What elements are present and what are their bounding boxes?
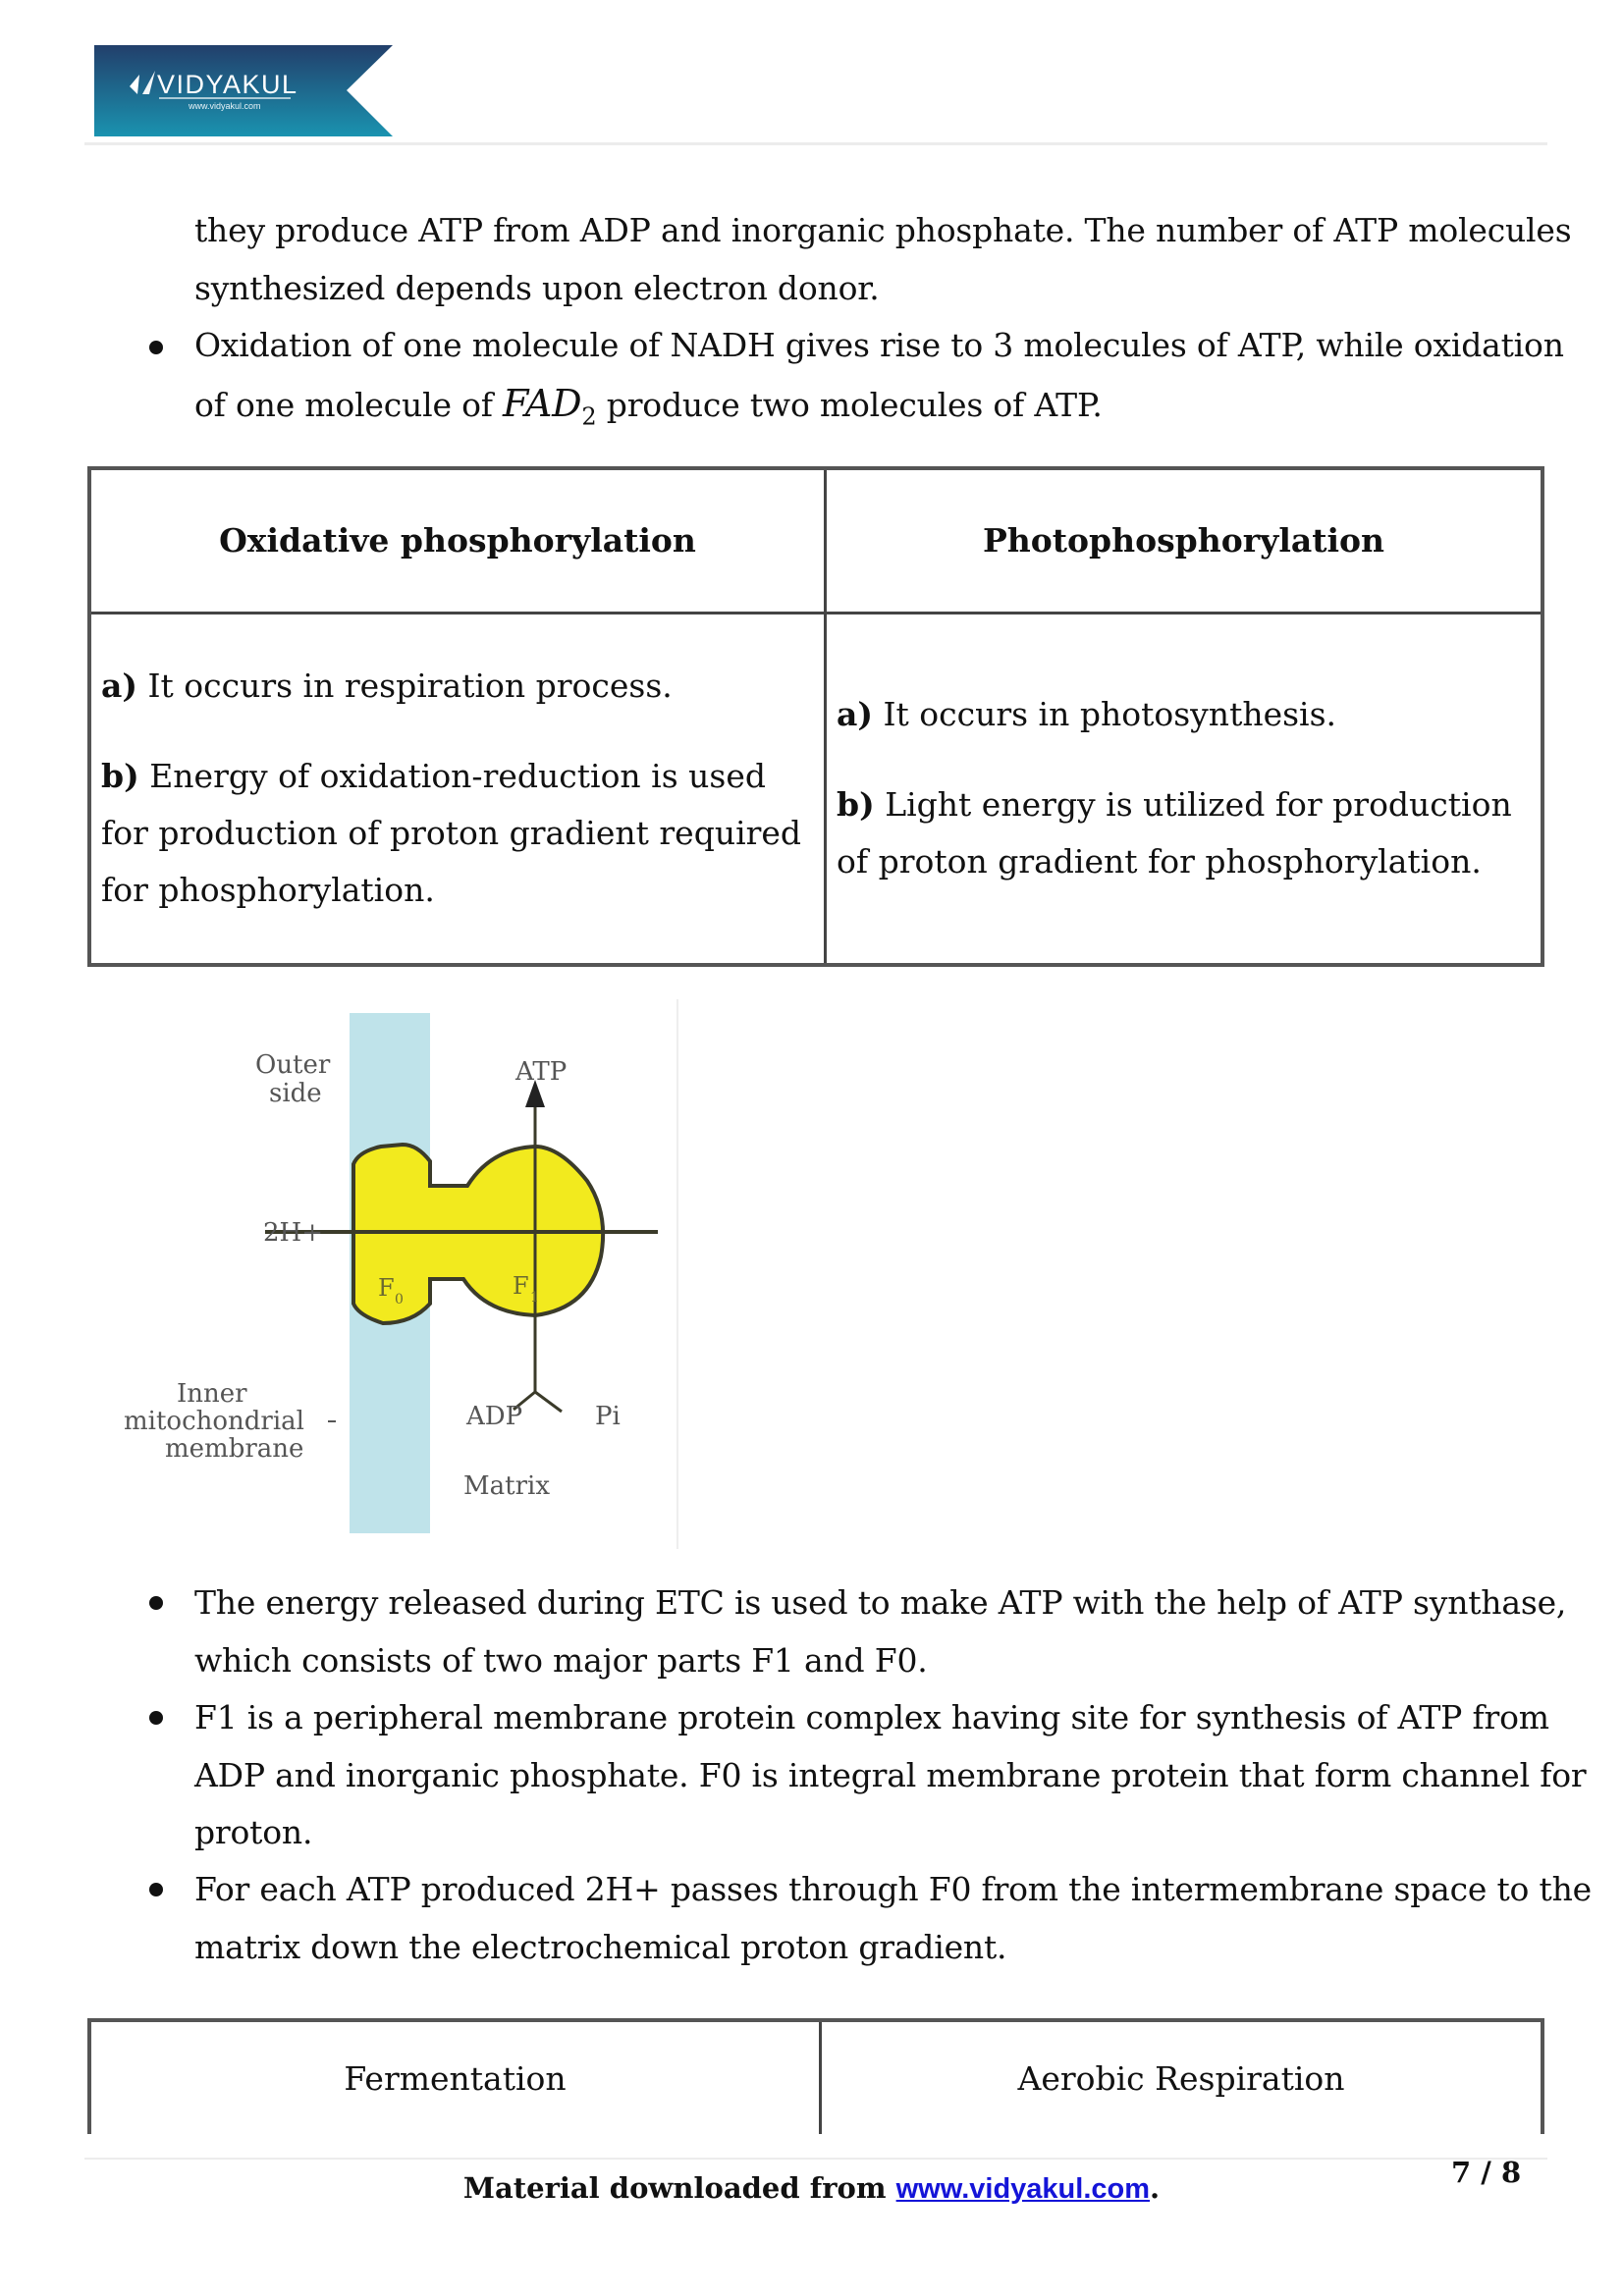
header-divider — [84, 142, 1547, 145]
header-photo: Photophosphorylation — [826, 468, 1543, 613]
footer-note — [0, 2171, 1623, 2206]
cell-oxidative — [89, 613, 826, 965]
point-text: It occurs in respiration process. — [137, 667, 673, 706]
header-fermentation: Fermentation — [344, 2058, 567, 2098]
label-pi: Pi — [595, 1402, 621, 1431]
bullet-dot-icon — [149, 1883, 163, 1896]
text-line: Oxidation of one molecule of NADH gives rise to 3 molecules of ATP, while oxidation — [194, 326, 1564, 364]
text-line: F1 is a peripheral membrane protein complex having site for synthesis of ATP from — [194, 1698, 1549, 1736]
point-text: Light energy is utilized for production of proton gradient for phosphorylation. — [837, 785, 1512, 881]
text-line: matrix down the electrochemical proton gradient. — [194, 1927, 1007, 1966]
label-f1-sub: 1 — [530, 1290, 539, 1306]
logo-url: www.vidyakul.com — [189, 101, 261, 111]
page-number: 7 / 8 — [1451, 2156, 1522, 2189]
logo-brand: VIDYAKUL — [157, 70, 298, 99]
point-label: a) — [101, 667, 137, 706]
point-a — [101, 658, 814, 715]
point-label: b) — [837, 785, 875, 825]
point-label: b) — [101, 757, 139, 796]
table-row — [89, 613, 1542, 965]
table-header-row — [89, 468, 1542, 613]
bullet-f1 — [194, 1689, 1587, 1862]
point-b — [101, 748, 814, 919]
footer-text: . — [1150, 2171, 1161, 2205]
bullet-proton — [194, 1861, 1592, 1976]
bullet-dot-icon — [149, 1596, 163, 1610]
fermentation-comparison-table — [87, 2018, 1544, 2134]
bullet-dot-icon — [149, 341, 163, 354]
label-inner: Inner — [177, 1379, 247, 1409]
point-label: a) — [837, 695, 873, 734]
text-line: they produce ATP from ADP and inorganic phosphate. The number of ATP molecules — [194, 211, 1572, 249]
text-line: proton. — [194, 1813, 313, 1851]
vidyakul-link[interactable]: www.vidyakul.com — [895, 2173, 1151, 2205]
header-aerobic: Aerobic Respiration — [1017, 2058, 1345, 2098]
text-line — [194, 375, 1549, 446]
fad2-math — [503, 381, 597, 431]
label-side: side — [269, 1079, 322, 1108]
text-line: The energy released during ETC is used to make ATP with the help of ATP synthase, — [194, 1583, 1567, 1622]
bullet-dot-icon — [149, 1711, 163, 1725]
label-adp: ADP — [466, 1402, 523, 1431]
bullet-nadh — [194, 317, 1564, 446]
point-text: Energy of oxidation-reduction is used for production of proton gradient required for phosphorylation. — [101, 757, 802, 910]
label-f0: F — [378, 1274, 395, 1302]
label-atp: ATP — [515, 1057, 568, 1087]
atp-synthase-diagram — [118, 999, 679, 1549]
point-text: It occurs in photosynthesis. — [873, 695, 1337, 734]
label-mitochondrial: mitochondrial — [124, 1407, 304, 1436]
text-fragment: produce two molecules of ATP. — [596, 385, 1103, 424]
point-b — [837, 776, 1531, 890]
text-fragment: of one molecule of — [194, 385, 504, 424]
text-line: For each ATP produced 2H+ passes through F0 from the intermembrane space to the — [194, 1870, 1592, 1908]
text-line: ADP and inorganic phosphate. F0 is integral membrane protein that form channel for — [194, 1755, 1587, 1794]
footer-divider — [84, 2158, 1547, 2160]
label-matrix: Matrix — [463, 1471, 550, 1501]
phosphorylation-comparison-table — [87, 466, 1544, 967]
label-proton: 2H+ — [263, 1218, 324, 1248]
header-oxidative: Oxidative phosphorylation — [89, 468, 826, 613]
label-f1: F — [513, 1272, 529, 1300]
text-line: synthesized depends upon electron donor. — [194, 268, 880, 307]
text-line: which consists of two major parts F1 and F0. — [194, 1640, 928, 1680]
point-a — [837, 686, 1531, 743]
footer-text: Material downloaded from — [462, 2171, 896, 2205]
label-membrane: membrane — [165, 1434, 304, 1464]
vidyakul-logo[interactable] — [94, 45, 393, 136]
bullet-etc — [194, 1575, 1567, 1689]
label-f0-sub: 0 — [395, 1292, 404, 1308]
intro-continuation — [194, 202, 1572, 317]
math-subscript: 2 — [581, 402, 597, 431]
math-main: FAD — [503, 381, 582, 425]
label-outer: Outer — [255, 1050, 331, 1080]
cell-photo — [826, 613, 1543, 965]
